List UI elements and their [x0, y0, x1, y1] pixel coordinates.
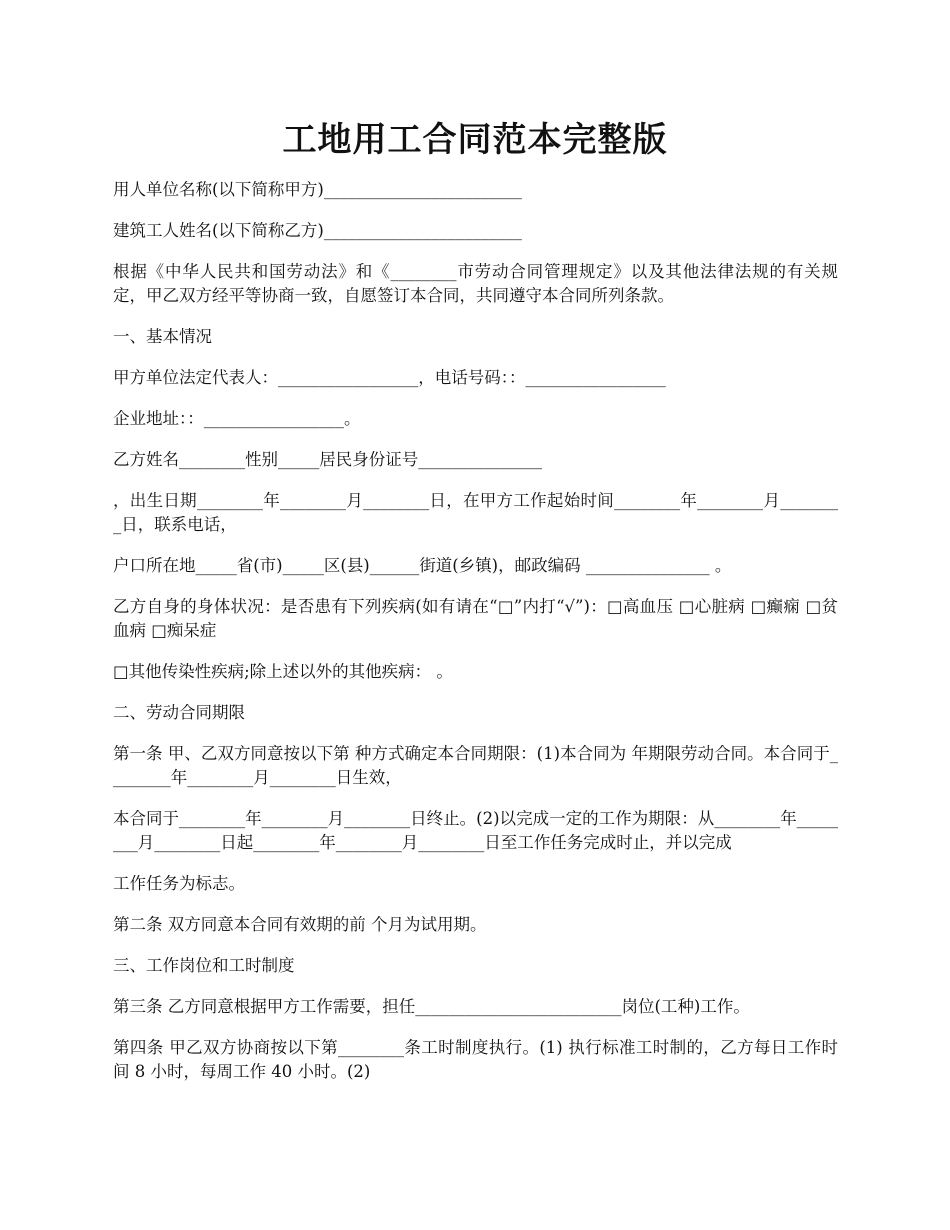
- paragraph-health-status: 乙方自身的身体状况：是否患有下列疾病(如有请在“□”内打“√”)：□高血压 □心脏病 □癫痫 □贫血病 □痴呆症: [113, 597, 838, 640]
- paragraph-employer-name: 用人单位名称(以下简称甲方)________________________: [113, 180, 522, 199]
- document-body: [113, 178, 838, 1101]
- paragraph-worker-identity: 乙方姓名________性别_____居民身份证号_______________: [113, 450, 542, 469]
- paragraph-legal-representative: 甲方单位法定代表人：_________________，电话号码：：_________________: [113, 368, 666, 387]
- paragraph-article-2: 第二条 双方同意本合同有效期的前 个月为试用期。: [113, 915, 487, 934]
- paragraph-article-4: 第四条 甲乙双方协商按以下第________条工时制度执行。(1) 执行标准工时制的，乙方每日工作时间 8 小时，每周工作 40 小时。(2): [113, 1038, 838, 1081]
- section-heading-basic-info: 一、基本情况: [113, 327, 212, 346]
- paragraph-article-1: 第一条 甲、乙双方同意按以下第 种方式确定本合同期限：(1)本合同为 年期限劳动合同。本合同于________年________月________日生效，: [113, 744, 838, 787]
- paragraph-company-address: 企业地址：：_________________。: [113, 409, 361, 428]
- paragraph-other-diseases: □其他传染性疾病;除上述以外的其他疾病： 。: [113, 662, 453, 681]
- paragraph-birth-and-start-date: ，出生日期________年________月________日，在甲方工作起始时间________年________月________日，联系电话，: [113, 491, 838, 534]
- paragraph-household-registration: 户口所在地_____省(市)_____区(县)______街道(乡镇)，邮政编码 _______________ 。: [113, 556, 732, 575]
- paragraph-article-3: 第三条 乙方同意根据甲方工作需要，担任_________________________岗位(工种)工作。: [113, 997, 750, 1016]
- section-heading-position-hours: 三、工作岗位和工时制度: [113, 956, 295, 975]
- document-title: 工地用工合同范本完整版: [282, 120, 668, 160]
- section-heading-contract-term: 二、劳动合同期限: [113, 703, 245, 722]
- paragraph-task-completion: 工作任务为标志。: [113, 874, 245, 893]
- paragraph-article-1-continued: 本合同于________年________月________日终止。(2)以完成一定的工作为期限：从________年________月________日起________年________月________日至工作任务完成时止，并以完成: [113, 809, 838, 852]
- paragraph-preamble: 根据《中华人民共和国劳动法》和《________市劳动合同管理规定》以及其他法律法规的有关规定，甲乙双方经平等协商一致，自愿签订本合同，共同遵守本合同所列条款。: [113, 262, 838, 305]
- paragraph-worker-name: 建筑工人姓名(以下简称乙方)________________________: [113, 221, 522, 240]
